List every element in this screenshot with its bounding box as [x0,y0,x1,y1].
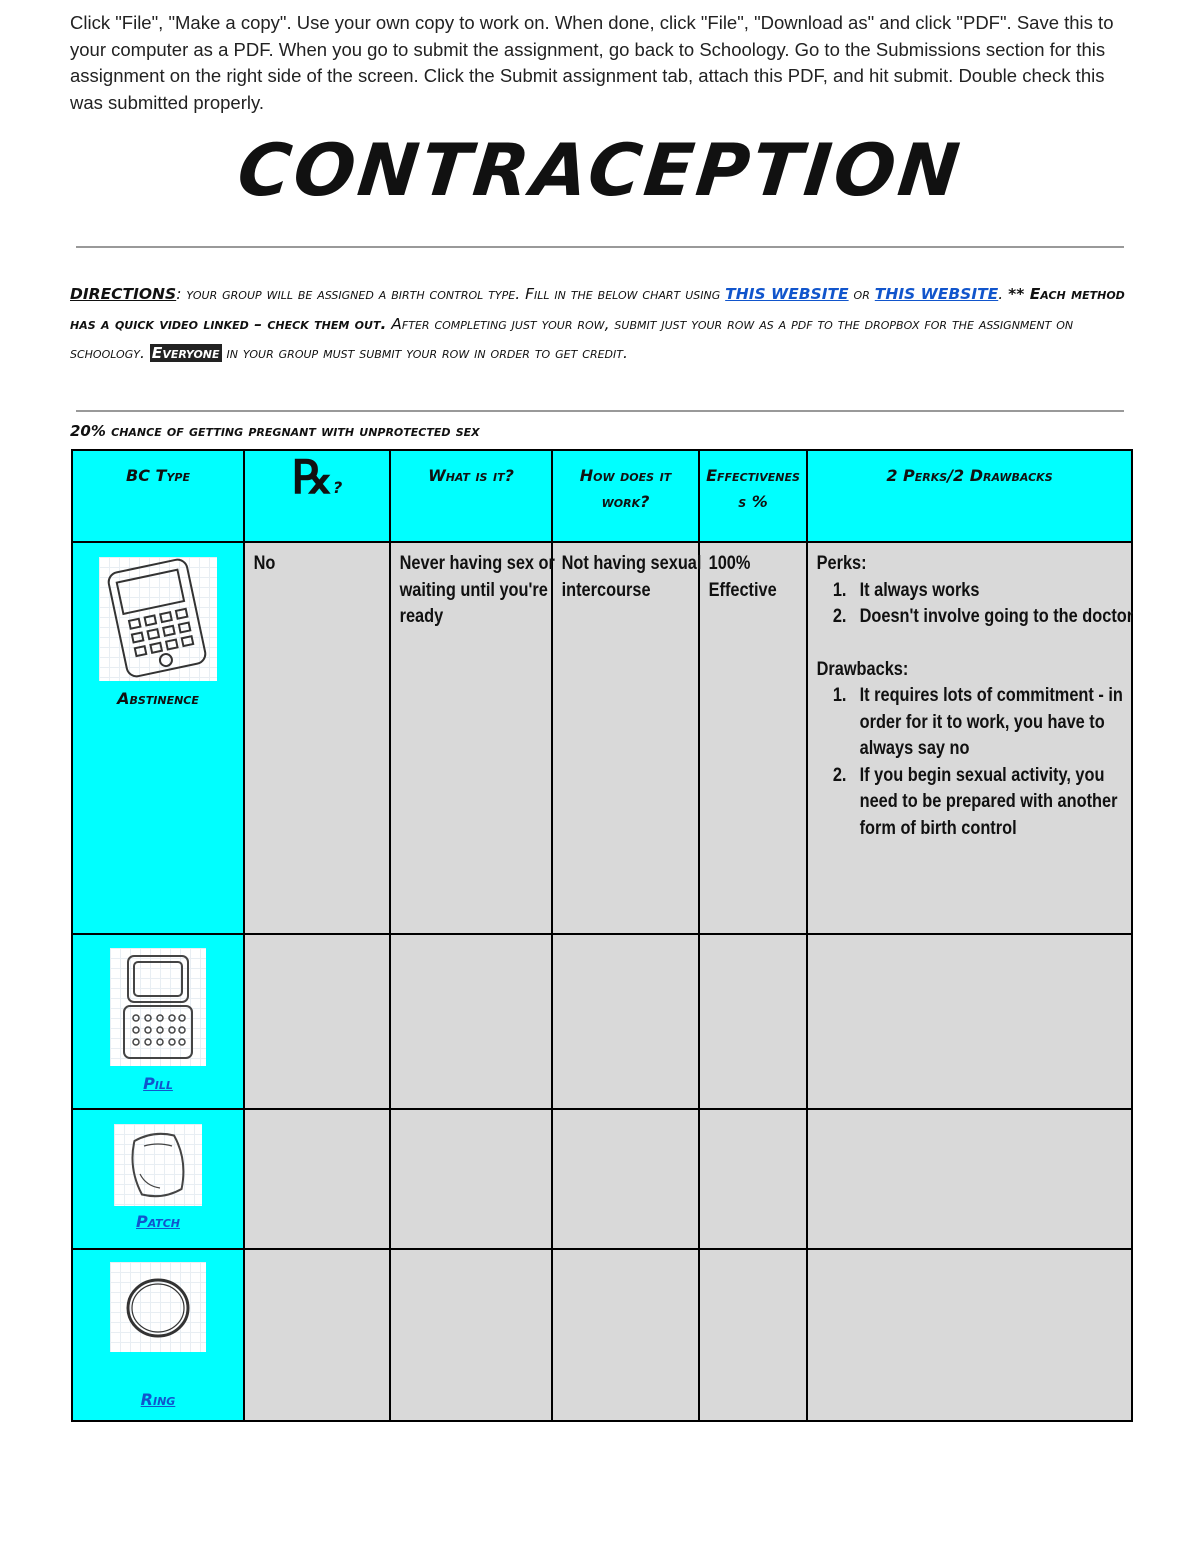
table-row [72,542,1132,934]
cell-prescription[interactable] [244,542,390,934]
instructions-text: Click "File", "Make a copy". Use your own copy to work on. When done, click "File", "Download as" and click "PDF". Save this to your computer as a PDF. When you go to submit the assignment, go back to Schoology. Go to the Submissions section for this assignment on the right side of the screen. Click the Submit assignment tab, attach this PDF, and hit submit. Double check this was submitted properly. [70,12,1114,113]
cell-perks-drawbacks[interactable] [807,1249,1132,1421]
cell-how-text: Not having sexual intercourse [561,553,702,601]
directions-text-1: : your group will be assigned a birth control type. Fill in the below chart using [176,285,726,303]
page-title: CONTRACEPTION [233,128,967,212]
pill-link[interactable]: Pill [143,1074,173,1093]
cell-prescription[interactable] [244,1109,390,1249]
cell-perks-drawbacks[interactable] [807,542,1132,934]
table-row [72,934,1132,1109]
cell-how-it-works[interactable] [552,1109,699,1249]
list-item: 2. Doesn't involve going to the doctor [851,604,1139,631]
cell-effectiveness[interactable] [699,1249,807,1421]
prescription-question: ? [332,478,343,497]
bc-type-pill [72,934,244,1109]
cell-how-it-works[interactable] [552,542,702,934]
patch-link[interactable]: Patch [136,1212,180,1231]
bc-type-ring [72,1249,244,1421]
cell-what-is-it[interactable] [390,934,552,1109]
perks-drawbacks-text [808,543,1147,850]
cell-what-is-it[interactable] [390,1249,552,1421]
header-what-is-it: What is it? [390,450,552,542]
header-bc-type: BC Type [72,450,244,542]
list-item: 1. It always works [851,578,1139,605]
directions-text-3: . [998,285,1009,303]
cell-perks-drawbacks[interactable] [807,1109,1132,1249]
ring-image [110,1262,206,1352]
drawbacks-list [817,683,1139,842]
cell-how-it-works[interactable] [552,1249,699,1421]
cell-effectiveness[interactable] [699,934,807,1109]
abstinence-image [99,557,217,681]
table-row [72,1249,1132,1421]
list-item: 1. It requires lots of commitment - in order for it to work, you have to always say no [851,683,1139,763]
directions-text-2: or [848,285,875,303]
cell-prescription[interactable] [244,1249,390,1421]
cell-effectiveness-text: 100% Effective [708,553,777,601]
cell-how-it-works[interactable] [552,934,699,1109]
bc-type-abstinence [72,542,244,934]
cell-perks-drawbacks[interactable] [807,934,1132,1109]
directions-paragraph [70,280,1128,369]
header-effectiveness: Effectiveness % [699,450,807,542]
pregnancy-chance-note: 20% chance of getting pregnant with unprotected sex [70,422,480,440]
cell-effectiveness[interactable] [699,1109,807,1249]
website-link-2[interactable]: THIS WEBSITE [874,285,999,303]
table-header-row [72,450,1132,542]
header-how-it-works: How does it work? [552,450,699,542]
table-row [72,1109,1132,1249]
website-link-1[interactable]: THIS WEBSITE [725,285,849,303]
directions-text-4: After completing just your row, submit just your row as a pdf to the dropbox for the assignment on schoology. [70,314,1074,362]
patch-image [114,1124,202,1206]
cell-what-is-it[interactable] [390,1109,552,1249]
ring-link[interactable]: Ring [140,1390,176,1409]
contraception-table [71,449,1133,1422]
bc-type-label: Abstinence [117,689,199,708]
video-note: ** Each method has a quick video linked – check them out. [70,285,1125,333]
cell-what-is-it[interactable] [390,542,555,934]
cell-prescription-text: No [253,553,276,574]
perks-label: Perks: [816,553,867,574]
list-item: 2. If you begin sexual activity, you need to be prepared with another form of birth control [851,763,1139,843]
perks-list [817,578,1139,631]
header-perks-drawbacks: 2 Perks/2 Drawbacks [807,450,1132,542]
header-prescription [244,450,390,542]
divider-top [76,246,1124,248]
everyone-emphasis: Everyone [151,344,220,362]
pill-image [110,948,206,1066]
cell-prescription[interactable] [244,934,390,1109]
directions-label: DIRECTIONS [70,285,177,303]
bc-type-patch [72,1109,244,1249]
prescription-icon: ℞ [291,450,333,504]
divider-bottom [76,410,1124,412]
cell-effectiveness[interactable] [699,542,807,934]
drawbacks-label: Drawbacks: [816,658,909,680]
directions-text-5: in your group must submit your row in order to get credit. [221,344,628,362]
cell-what-text: Never having sex or waiting until you're ready [399,553,555,627]
